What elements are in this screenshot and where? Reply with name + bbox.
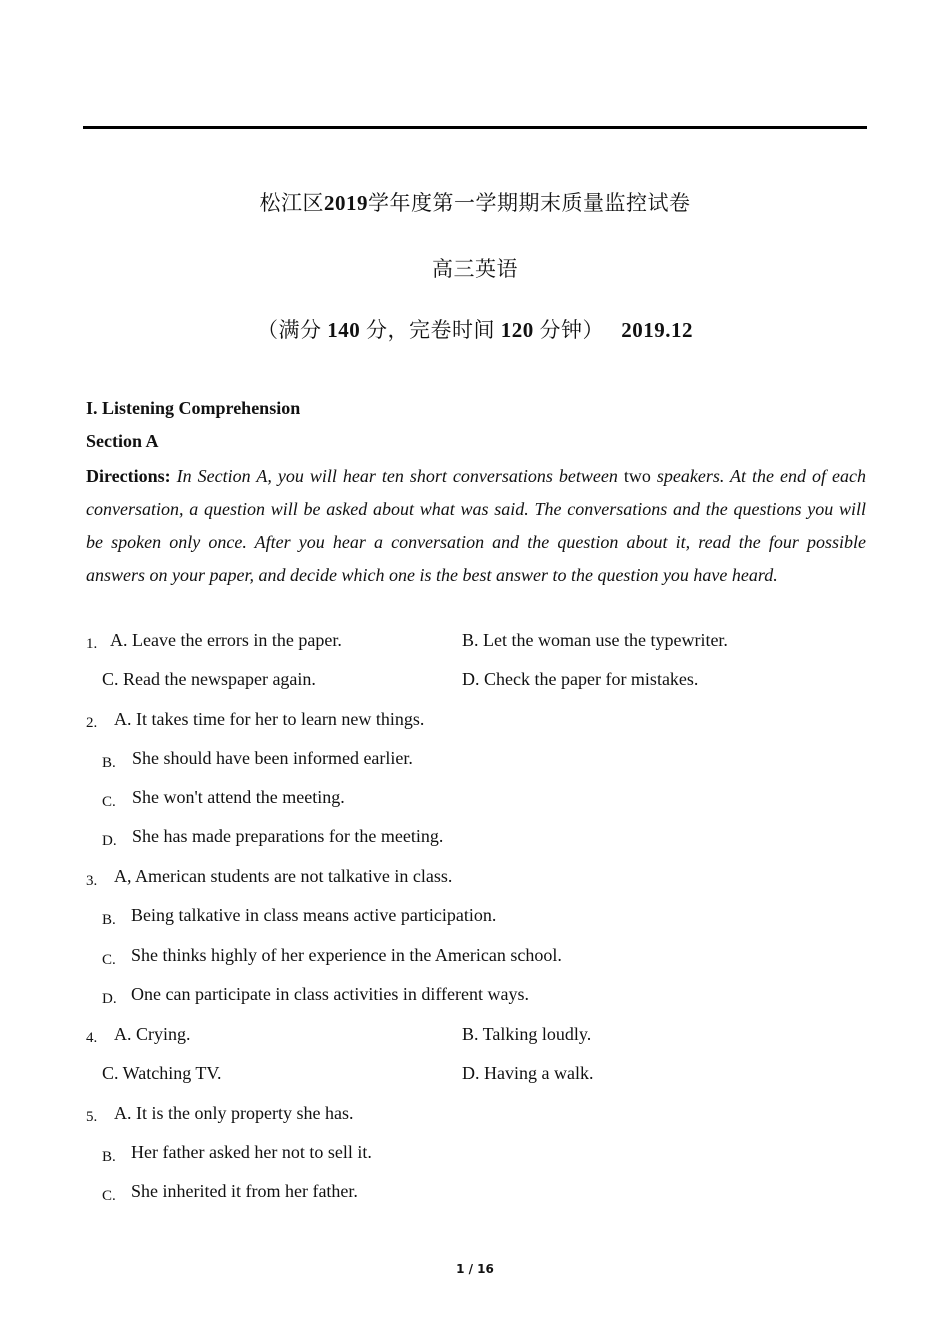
exam-date: 2019.12 (621, 318, 693, 342)
q2-option-b: She should have been informed earlier. (132, 748, 413, 768)
q5-option-b-letter: B. (102, 1149, 116, 1165)
q2-option-a: A. It takes time for her to learn new things. (114, 709, 425, 729)
q1-option-c: C. Read the newspaper again. (102, 669, 316, 689)
page-number: 1 / 16 (456, 1262, 494, 1276)
section-title: Section A (86, 431, 159, 451)
q5-option-a: A. It is the only property she has. (114, 1103, 354, 1123)
q3-option-c-letter: C. (102, 952, 116, 968)
question-5-number: 5. (86, 1109, 98, 1125)
q5-option-b: Her father asked her not to sell it. (131, 1142, 372, 1162)
q1-option-d: D. Check the paper for mistakes. (462, 669, 699, 689)
q3-option-a: A, American students are not talkative in class. (114, 866, 453, 886)
q4-option-a: A. Crying. (114, 1024, 191, 1044)
q3-option-c: She thinks highly of her experience in the American school. (131, 945, 562, 965)
q5-option-c-letter: C. (102, 1188, 116, 1204)
q4-option-c: C. Watching TV. (102, 1063, 222, 1083)
q4-option-d: D. Having a walk. (462, 1063, 594, 1083)
exam-subject: 高三英语 (432, 257, 518, 281)
q1-option-a: A. Leave the errors in the paper. (110, 630, 342, 650)
q2-option-c: She won't attend the meeting. (132, 787, 345, 807)
header-rule (83, 126, 867, 129)
q3-option-b: Being talkative in class means active participation. (131, 905, 497, 925)
q5-option-c: She inherited it from her father. (131, 1181, 358, 1201)
q2-option-b-letter: B. (102, 755, 116, 771)
directions: Directions: In Section A, you will hear ten short conversations between two speakers. At the end of each conversation, a question will be asked about what was said. The conversations and the questions you will be spoken only once. After you hear a conversation and the question about it, read the four possible answers on your paper, and decide which one is the best answer to the question you have heard. (86, 466, 867, 585)
q4-option-b: B. Talking loudly. (462, 1024, 592, 1044)
q2-option-d: She has made preparations for the meeting. (132, 826, 444, 846)
exam-score-time-line: （满分 140 分，完卷时间 120 分钟） 2019.12 (257, 318, 693, 342)
exam-title: 松江区2019学年度第一学期期末质量监控试卷 (259, 191, 691, 215)
question-4-number: 4. (86, 1030, 98, 1046)
q3-option-d: One can participate in class activities in different ways. (131, 984, 530, 1004)
question-3-number: 3. (86, 873, 98, 889)
q2-option-c-letter: C. (102, 794, 116, 810)
part-title: I. Listening Comprehension (86, 398, 301, 418)
question-1-number: 1. (86, 636, 98, 652)
q1-option-b: B. Let the woman use the typewriter. (462, 630, 728, 650)
q3-option-b-letter: B. (102, 912, 116, 928)
question-2-number: 2. (86, 715, 98, 731)
directions-label: Directions: (86, 466, 171, 486)
q3-option-d-letter: D. (102, 991, 117, 1007)
q2-option-d-letter: D. (102, 833, 117, 849)
